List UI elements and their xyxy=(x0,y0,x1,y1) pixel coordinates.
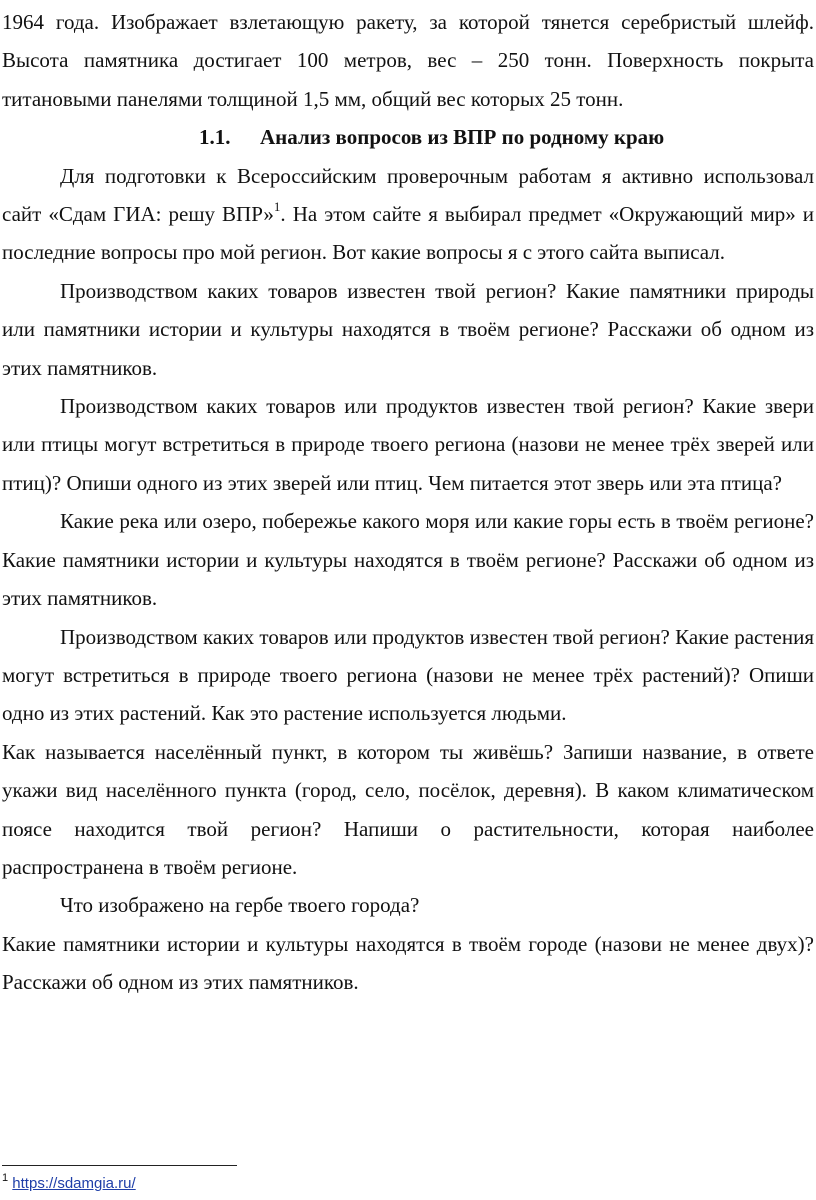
question-paragraph-7: Какие памятники истории и культуры находятся в твоём городе (назови не менее двух)? Расскажи об одном из этих памятников. xyxy=(2,931,814,995)
section-title: Анализ вопросов из ВПР по родному краю xyxy=(260,125,665,150)
paragraph-text-after-ref: . На этом сайте я выбирал предмет «Окружающий мир» и последние вопросы про мой регион. Вот какие вопросы я с этого сайта выписал. xyxy=(2,202,814,265)
question-paragraph-1: Производством каких товаров известен твой регион? Какие памятники природы или памятники истории и культуры находятся в твоём регионе? Расскажи об одном из этих памятников. xyxy=(2,278,814,380)
paragraph-text-before-ref: Для подготовки к Всероссийским проверочным работам я активно использовал сайт «Сдам ГИА: решу ВПР» xyxy=(2,163,814,227)
question-paragraph-6: Что изображено на гербе твоего города? xyxy=(60,893,420,918)
question-paragraph-2: Производством каких товаров или продуктов известен твой регион? Какие звери или птицы могут встретиться в природе твоего региона (назови не менее трёх зверей или птиц)? Опиши одного из этих зверей или птиц. Чем питается этот зверь или эта птица? xyxy=(2,394,814,495)
question-paragraph-4: Производством каких товаров или продуктов известен твой регион? Какие растения могут встретиться в природе твоего региона (назови не менее трёх растений)? Опиши одно из этих растений. Как это растение используется людьми. xyxy=(2,624,814,726)
intro-paragraph: 1964 года. Изображает взлетающую ракету, за которой тянется серебристый шлейф. Высота памятника достигает 100 метров, вес – 250 тонн. Поверхность покрыта титановыми панелями толщиной 1,5 мм, общий вес которых 25 тонн. xyxy=(2,10,814,111)
footnote xyxy=(2,1174,136,1194)
footnote-number: 1 xyxy=(2,1172,9,1184)
paragraph-vpr-source xyxy=(2,157,814,272)
question-paragraph-5: Как называется населённый пункт, в котором ты живёшь? Запиши название, в ответе укажи вид населённого пункта (город, село, посёлок, деревня). В каком климатическом поясе находится твой регион? Напиши о растительности, которая наиболее распространена в твоём регионе. xyxy=(2,739,814,879)
section-number: 1.1. xyxy=(199,125,231,150)
document-page xyxy=(2,0,814,1002)
section-heading xyxy=(2,118,814,156)
footnote-reference[interactable]: 1 xyxy=(273,199,281,215)
question-paragraph-3: Какие река или озеро, побережье какого моря или какие горы есть в твоём регионе? Какие памятники истории и культуры находятся в твоём регионе? Расскажи об одном из этих памятников. xyxy=(2,509,814,611)
footnote-link[interactable]: https://sdamgia.ru/ xyxy=(12,1175,136,1192)
footnote-separator xyxy=(2,1165,237,1166)
